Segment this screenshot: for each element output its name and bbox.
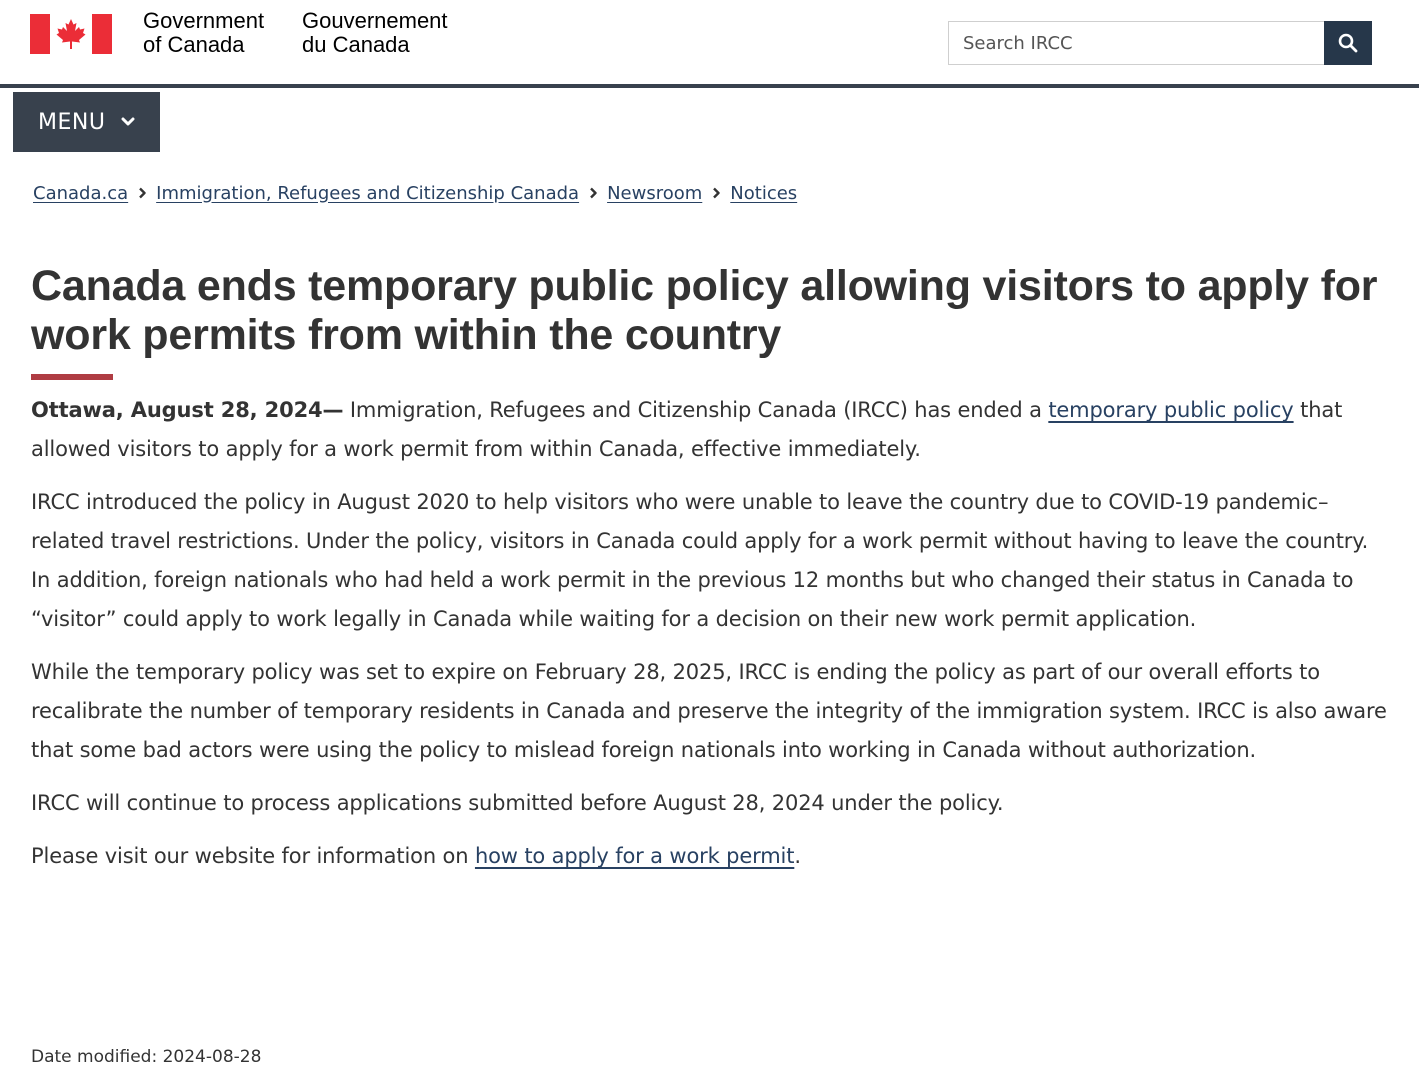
title-accent-rule	[31, 374, 113, 380]
breadcrumb-notices[interactable]: Notices	[730, 182, 798, 204]
canada-flag-icon	[30, 14, 112, 54]
chevron-right-icon	[579, 187, 607, 199]
signature-en-line1: Government	[143, 8, 265, 33]
breadcrumb-canada-ca[interactable]: Canada.ca	[33, 182, 129, 204]
breadcrumb-ircc[interactable]: Immigration, Refugees and Citizenship Canada	[156, 182, 580, 204]
paragraph-processing: IRCC will continue to process applications submitted before August 28, 2024 under the policy.	[31, 791, 1004, 815]
breadcrumb	[33, 178, 797, 208]
chevron-right-icon	[128, 187, 156, 199]
search-button[interactable]	[1324, 21, 1372, 65]
paragraph-reason: While the temporary policy was set to expire on February 28, 2025, IRCC is ending the policy as part of our overall efforts to recalibrate the number of temporary residents in Canada and preserve the integrity of the immigration system. IRCC is also aware that some bad actors were using the policy to mislead foreign nationals into working in Canada without authorization.	[31, 660, 1387, 762]
signature-french[interactable]	[302, 9, 448, 57]
chevron-down-icon	[121, 117, 135, 127]
apply-work-permit-link[interactable]: how to apply for a work permit	[474, 844, 795, 868]
dateline: Ottawa, August 28, 2024—	[31, 398, 344, 422]
paragraph-text: Please visit our website for information on	[31, 844, 475, 868]
breadcrumb-newsroom[interactable]: Newsroom	[607, 182, 703, 204]
paragraph-background: IRCC introduced the policy in August 2020 to help visitors who were unable to leave the country due to COVID-19 pandemic–related travel restrictions. Under the policy, visitors in Canada could apply for a work permit without having to leave the country. In addition, foreign nationals who had held a work permit in the previous 12 months but who changed their status in Canada to “visitor” could apply to work legally in Canada while waiting for a decision on their new work permit application.	[31, 490, 1369, 631]
paragraph-more-info	[31, 837, 1391, 876]
signature-english[interactable]	[143, 9, 264, 57]
menu-label: MENU	[38, 109, 106, 135]
chevron-right-icon	[702, 187, 730, 199]
search-input[interactable]	[948, 21, 1324, 65]
paragraph-text: .	[794, 844, 801, 868]
signature-fr-line2: du Canada	[302, 32, 410, 57]
menu-button[interactable]	[13, 92, 160, 152]
page-title: Canada ends temporary public policy allowing visitors to apply for work permits from within the country	[31, 262, 1378, 359]
paragraph-lead	[31, 391, 1391, 469]
signature-fr-line1: Gouvernement	[302, 8, 448, 33]
paragraph-text: Immigration, Refugees and Citizenship Canada (IRCC) has ended a	[343, 398, 1049, 422]
date-modified: Date modified: 2024-08-28	[31, 1047, 262, 1067]
paragraph-text: that allowed visitors to apply for a work permit from within Canada, effective immediately.	[31, 398, 1343, 461]
signature-en-line2: of Canada	[143, 32, 245, 57]
article-body	[31, 391, 1391, 890]
magnifier-icon	[1338, 33, 1358, 53]
site-header	[0, 0, 1419, 88]
temporary-public-policy-link[interactable]: temporary public policy	[1048, 398, 1294, 422]
